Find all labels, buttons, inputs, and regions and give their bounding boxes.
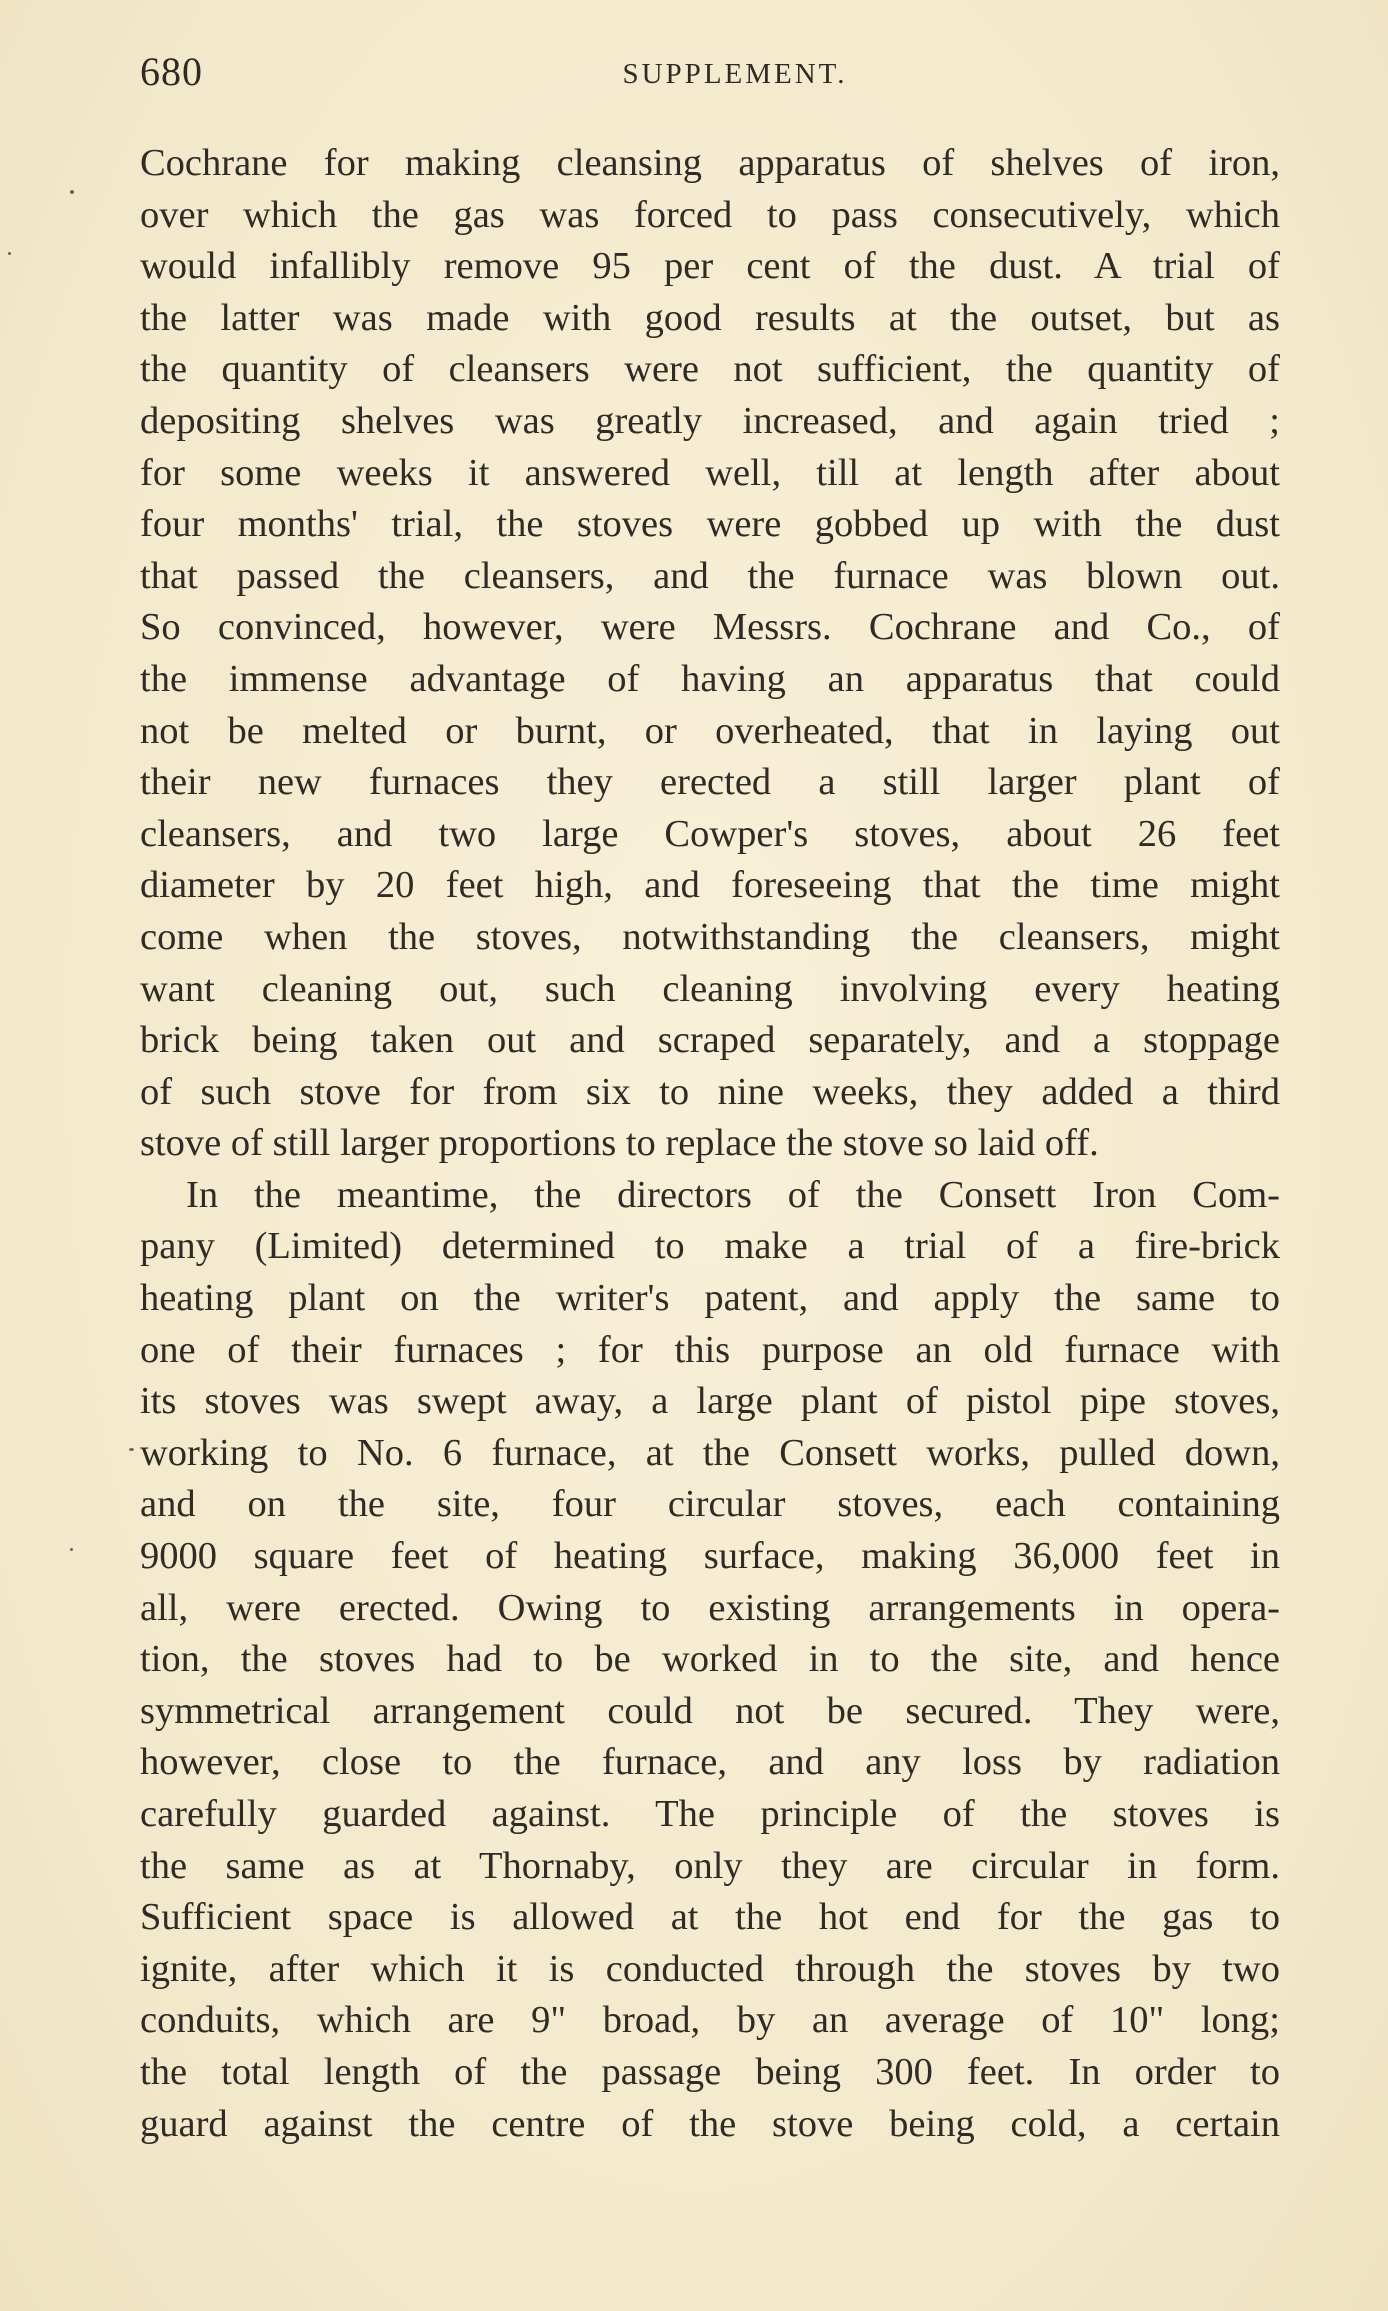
text-line: So convinced, however, were Messrs. Cochrane and Co., of [140, 606, 1280, 649]
paper-speck [129, 1448, 134, 1451]
text-line: ignite, after which it is conducted through the stoves by two [140, 1947, 1280, 1990]
text-line: the same as at Thornaby, only they are circular in form. [140, 1844, 1280, 1887]
text-line: would infallibly remove 95 per cent of the dust. A trial of [140, 245, 1280, 288]
paper-speck [70, 1548, 73, 1551]
text-line: tion, the stoves had to be worked in to the site, and hence [140, 1638, 1280, 1681]
body-text [140, 138, 1280, 2150]
text-line: of such stove for from six to nine weeks, they added a third [140, 1070, 1280, 1113]
page-header [140, 48, 1280, 108]
page-number: 680 [140, 49, 203, 94]
text-line: four months' trial, the stoves were gobbed up with the dust [140, 503, 1280, 546]
paper-speck [8, 252, 11, 255]
text-line: their new furnaces they erected a still larger plant of [140, 761, 1280, 804]
text-line: the quantity of cleansers were not sufficient, the quantity of [140, 348, 1280, 391]
text-line: the latter was made with good results at the outset, but as [140, 296, 1280, 339]
text-line: for some weeks it answered well, till at length after about [140, 451, 1280, 494]
text-line: working to No. 6 furnace, at the Consett works, pulled down, [140, 1431, 1280, 1474]
text-line: one of their furnaces ; for this purpose an old furnace with [140, 1328, 1280, 1371]
text-line: come when the stoves, notwithstanding the cleansers, might [140, 915, 1280, 958]
text-line: diameter by 20 feet high, and foreseeing that the time might [140, 864, 1280, 907]
text-line: and on the site, four circular stoves, each containing [140, 1483, 1280, 1526]
text-line: its stoves was swept away, a large plant of pistol pipe stoves, [140, 1380, 1280, 1423]
text-line: want cleaning out, such cleaning involving every heating [140, 967, 1280, 1010]
running-head: SUPPLEMENT. [622, 58, 848, 90]
text-line: heating plant on the writer's patent, and apply the same to [140, 1277, 1280, 1320]
text-line: guard against the centre of the stove being cold, a certain [140, 2102, 1280, 2145]
text-line: 9000 square feet of heating surface, making 36,000 feet in [140, 1535, 1280, 1578]
text-line: all, were erected. Owing to existing arrangements in opera- [140, 1586, 1280, 1629]
paragraph-end-line: stove of still larger proportions to replace the stove so laid off. [140, 1122, 1099, 1165]
text-line: brick being taken out and scraped separately, and a stoppage [140, 1019, 1280, 1062]
text-line: symmetrical arrangement could not be secured. They were, [140, 1689, 1280, 1732]
text-line: cleansers, and two large Cowper's stoves, about 26 feet [140, 812, 1280, 855]
paper-speck [70, 190, 74, 194]
text-line: depositing shelves was greatly increased, and again tried ; [140, 399, 1280, 442]
text-line: however, close to the furnace, and any loss by radiation [140, 1741, 1280, 1784]
text-line: the total length of the passage being 300 feet. In order to [140, 2050, 1280, 2093]
paragraph-start-line: In the meantime, the directors of the Consett Iron Com- [186, 1173, 1280, 1216]
text-line: pany (Limited) determined to make a trial of a fire-brick [140, 1225, 1280, 1268]
text-line: that passed the cleansers, and the furnace was blown out. [140, 554, 1280, 597]
text-line: Cochrane for making cleansing apparatus of shelves of iron, [140, 142, 1280, 184]
text-line: the immense advantage of having an apparatus that could [140, 657, 1280, 700]
text-line: carefully guarded against. The principle of the stoves is [140, 1793, 1280, 1835]
text-line: over which the gas was forced to pass consecutively, which [140, 193, 1280, 236]
text-line: Sufficient space is allowed at the hot end for the gas to [140, 1896, 1280, 1939]
text-line: conduits, which are 9" broad, by an average of 10" long; [140, 1999, 1280, 2042]
text-line: not be melted or burnt, or overheated, that in laying out [140, 709, 1280, 752]
